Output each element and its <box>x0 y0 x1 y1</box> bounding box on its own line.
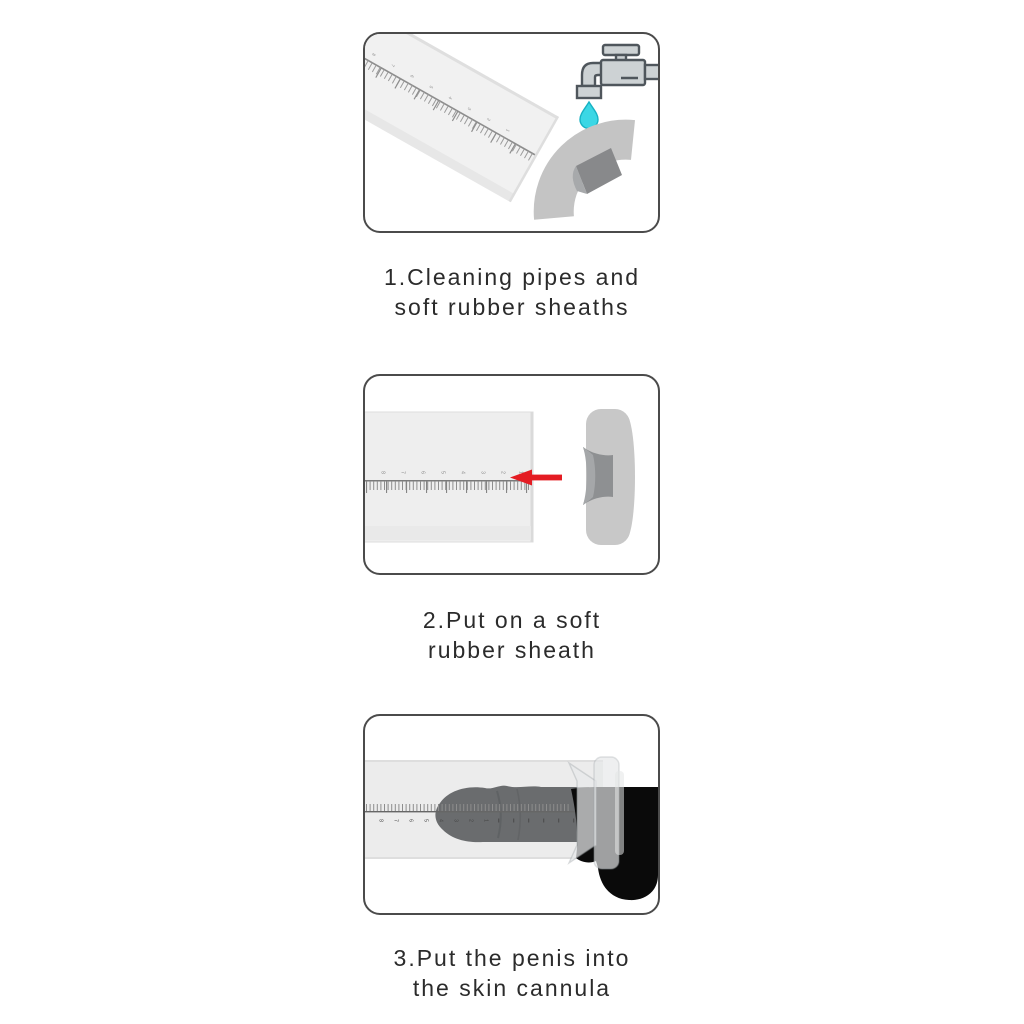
step-2-illustration-panel <box>363 374 660 575</box>
svg-text:5: 5 <box>439 471 446 474</box>
svg-text:8: 8 <box>377 819 384 822</box>
ruler-line <box>365 811 603 812</box>
svg-text:4: 4 <box>447 95 454 101</box>
sheath-flange <box>569 757 624 869</box>
step-1-illustration-panel <box>363 32 660 233</box>
step-1-caption-line-2: soft rubber sheaths <box>394 294 630 320</box>
svg-text:3: 3 <box>452 819 459 822</box>
svg-text:3: 3 <box>466 106 473 112</box>
step-3-caption <box>212 943 812 1003</box>
svg-text:4: 4 <box>459 471 466 474</box>
svg-text:5: 5 <box>428 84 434 90</box>
pipe-body <box>365 34 559 202</box>
svg-text:6: 6 <box>419 471 426 474</box>
step-3-illustration <box>365 716 658 913</box>
step-1-caption-line-1: 1.Cleaning pipes and <box>383 264 641 290</box>
svg-text:8: 8 <box>379 471 386 474</box>
svg-text:2: 2 <box>499 471 506 474</box>
svg-text:6: 6 <box>409 73 415 79</box>
svg-text:1: 1 <box>482 819 489 822</box>
svg-text:3: 3 <box>479 471 486 474</box>
svg-text:2: 2 <box>467 819 474 822</box>
step-2-caption-line-1: 2.Put on a soft <box>422 607 602 633</box>
step-3-caption-line-1: 3.Put the penis into <box>393 945 631 971</box>
svg-text:1: 1 <box>517 471 524 474</box>
step-1-illustration <box>365 34 658 231</box>
measuring-pipe <box>365 34 559 202</box>
penis-silhouette <box>435 786 589 843</box>
svg-text:8: 8 <box>370 52 377 57</box>
svg-text:1: 1 <box>504 128 511 133</box>
step-1-caption <box>212 262 812 322</box>
step-3-illustration-panel <box>363 714 660 915</box>
pipe-body <box>365 412 533 542</box>
svg-text:7: 7 <box>392 819 399 822</box>
svg-text:6: 6 <box>407 819 414 822</box>
svg-text:7: 7 <box>390 63 396 68</box>
rubber-sheath <box>554 140 633 218</box>
step-2-illustration <box>365 376 658 573</box>
svg-text:2: 2 <box>485 117 492 122</box>
faucet-icon <box>577 45 658 98</box>
measuring-pipe <box>365 412 534 542</box>
water-drop-icon <box>580 102 598 129</box>
svg-text:4: 4 <box>437 819 444 822</box>
step-3-caption-line-2: the skin cannula <box>412 975 612 1001</box>
svg-text:5: 5 <box>422 819 429 822</box>
svg-text:7: 7 <box>399 471 406 474</box>
step-2-caption-line-2: rubber sheath <box>428 637 596 663</box>
step-2-caption <box>212 605 812 665</box>
rubber-sheath <box>583 409 635 545</box>
